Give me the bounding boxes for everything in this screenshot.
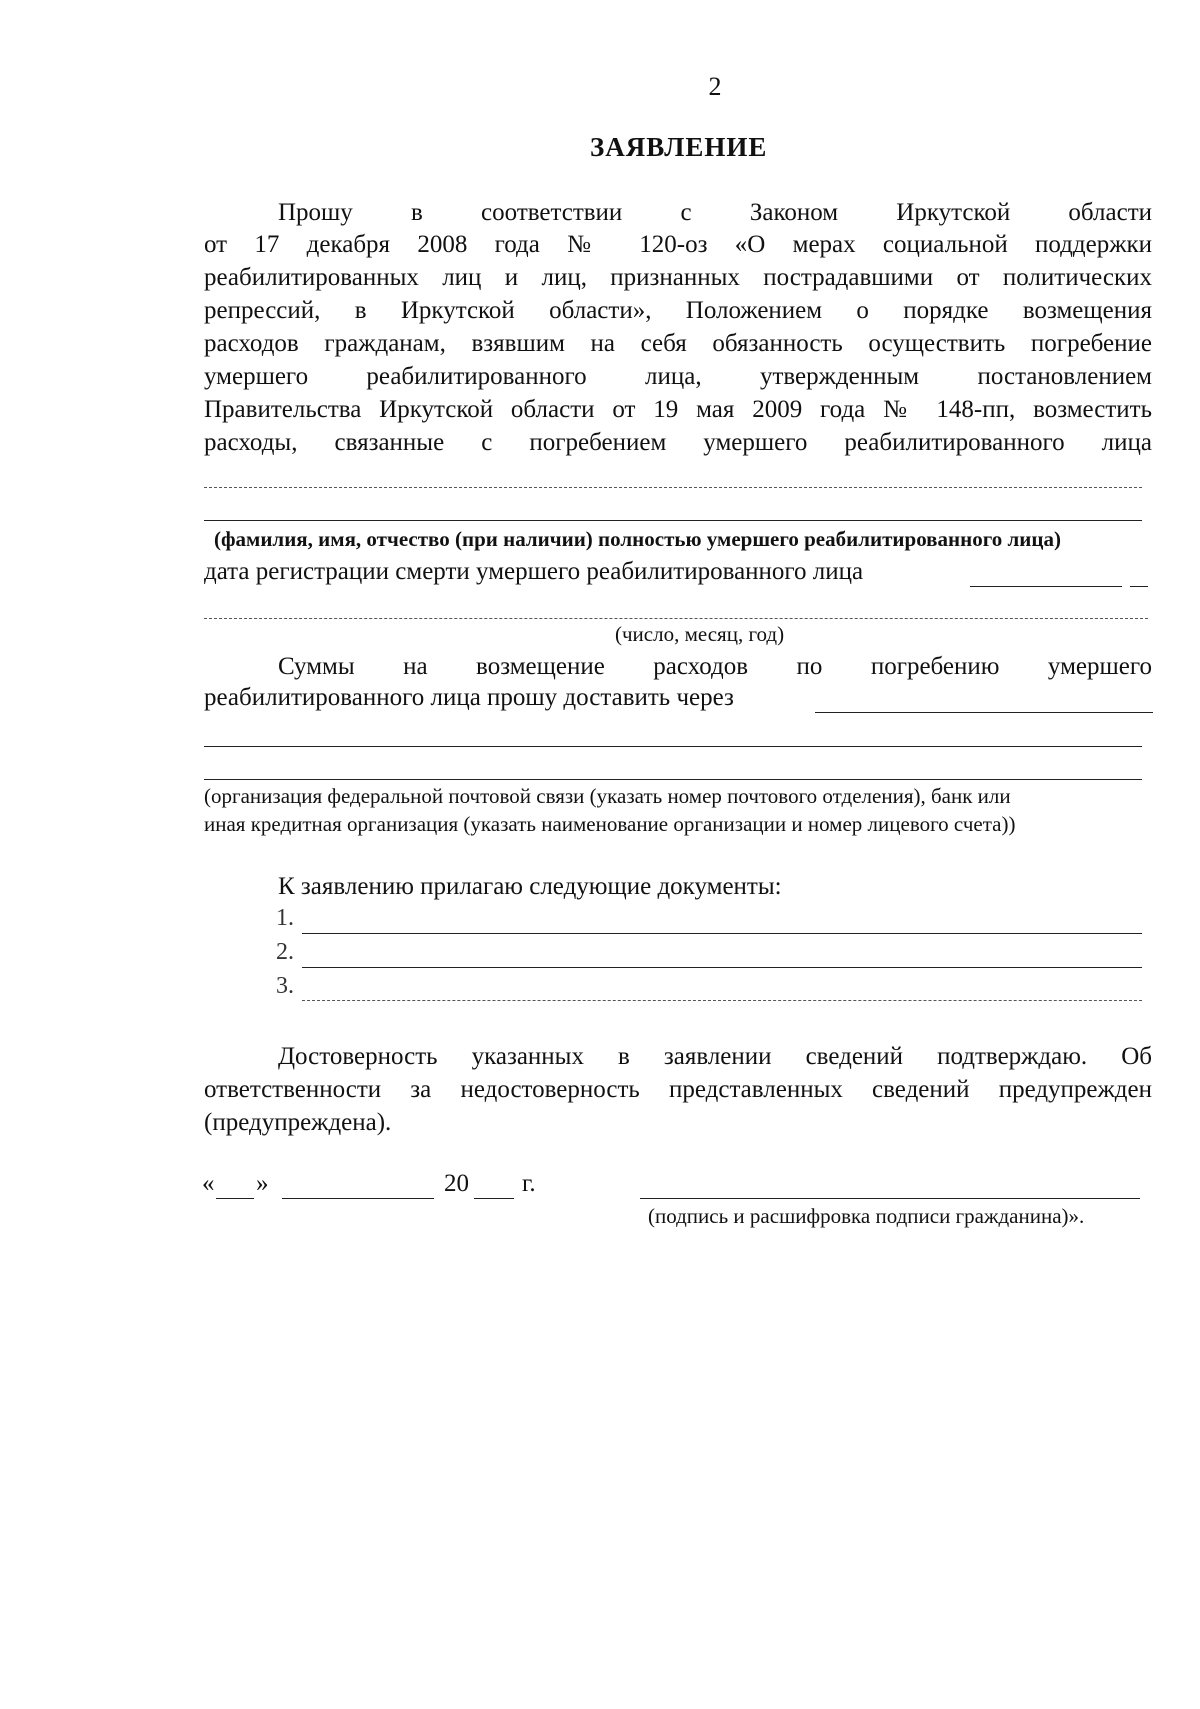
attachments-label: К заявлению прилагаю следующие документы: (278, 873, 782, 900)
body-line-5: расходов гражданам, взявшим на себя обязанность осуществить погребение (204, 330, 1152, 357)
date-day-blank[interactable] (216, 1198, 254, 1199)
body-line-4: репрессий, в Иркутской области», Положением о порядке возмещения (204, 297, 1152, 324)
body-line-7: Правительства Иркутской области от 19 мая 2009 года № 148-пп, возместить (204, 396, 1152, 423)
body-line-8: расходы, связанные с погребением умершего реабилитированного лица (204, 429, 1152, 456)
attachment-number-3: 3. (276, 973, 294, 999)
date-year-prefix: 20 (444, 1170, 469, 1197)
date-close-quote: » (256, 1170, 269, 1197)
attachment-number-1: 1. (276, 905, 294, 931)
confirm-line-2: ответственности за недостоверность представленных сведений предупрежден (204, 1076, 1152, 1103)
delivery-blank-2[interactable] (204, 746, 1142, 747)
death-date-blank-line-2[interactable] (204, 618, 1148, 619)
body-line-1: Прошу в соответствии с Законом Иркутской области (278, 199, 1152, 226)
date-year-blank[interactable] (474, 1198, 514, 1199)
signature-caption: (подпись и расшифровка подписи гражданина)». (648, 1204, 1085, 1228)
delivery-blank-3[interactable] (204, 779, 1142, 780)
delivery-blank-1[interactable] (815, 712, 1153, 713)
signature-blank[interactable] (640, 1198, 1140, 1199)
delivery-caption-1: (организация федеральной почтовой связи (указать номер почтового отделения), банк или (204, 784, 1011, 808)
confirm-line-1: Достоверность указанных в заявлении сведений подтверждаю. Об (278, 1043, 1152, 1070)
attachment-blank-1[interactable] (302, 933, 1142, 934)
page-number: 2 (708, 72, 722, 101)
body-line-2: от 17 декабря 2008 года № 120-оз «О мерах социальной поддержки (204, 231, 1152, 258)
confirm-line-3: (предупреждена). (204, 1109, 392, 1136)
date-caption: (число, месяц, год) (615, 622, 785, 646)
date-month-blank[interactable] (282, 1198, 434, 1199)
document-title: ЗАЯВЛЕНИЕ (590, 132, 768, 162)
attachment-blank-2[interactable] (302, 967, 1142, 968)
death-date-blank-tail[interactable] (1130, 586, 1148, 587)
fio-blank-line-2[interactable] (204, 520, 1142, 521)
fio-caption: (фамилия, имя, отчество (при наличии) полностью умершего реабилитированного лица) (214, 527, 1061, 551)
body-line-3: реабилитированных лиц и лиц, признанных пострадавшими от политических (204, 264, 1152, 291)
delivery-line-1: Суммы на возмещение расходов по погребению умершего (278, 653, 1152, 680)
death-date-blank[interactable] (970, 586, 1122, 587)
delivery-caption-2: иная кредитная организация (указать наименование организации и номер лицевого счета)) (204, 812, 1016, 836)
attachment-number-2: 2. (276, 939, 294, 965)
date-open-quote: « (202, 1170, 215, 1197)
body-line-6: умершего реабилитированного лица, утвержденным постановлением (204, 363, 1152, 390)
death-date-label: дата регистрации смерти умершего реабилитированного лица (204, 558, 864, 585)
fio-blank-line-1[interactable] (204, 487, 1142, 488)
date-year-suffix: г. (522, 1170, 536, 1197)
attachment-blank-3[interactable] (302, 1000, 1142, 1001)
delivery-line-2: реабилитированного лица прошу доставить через (204, 684, 734, 711)
